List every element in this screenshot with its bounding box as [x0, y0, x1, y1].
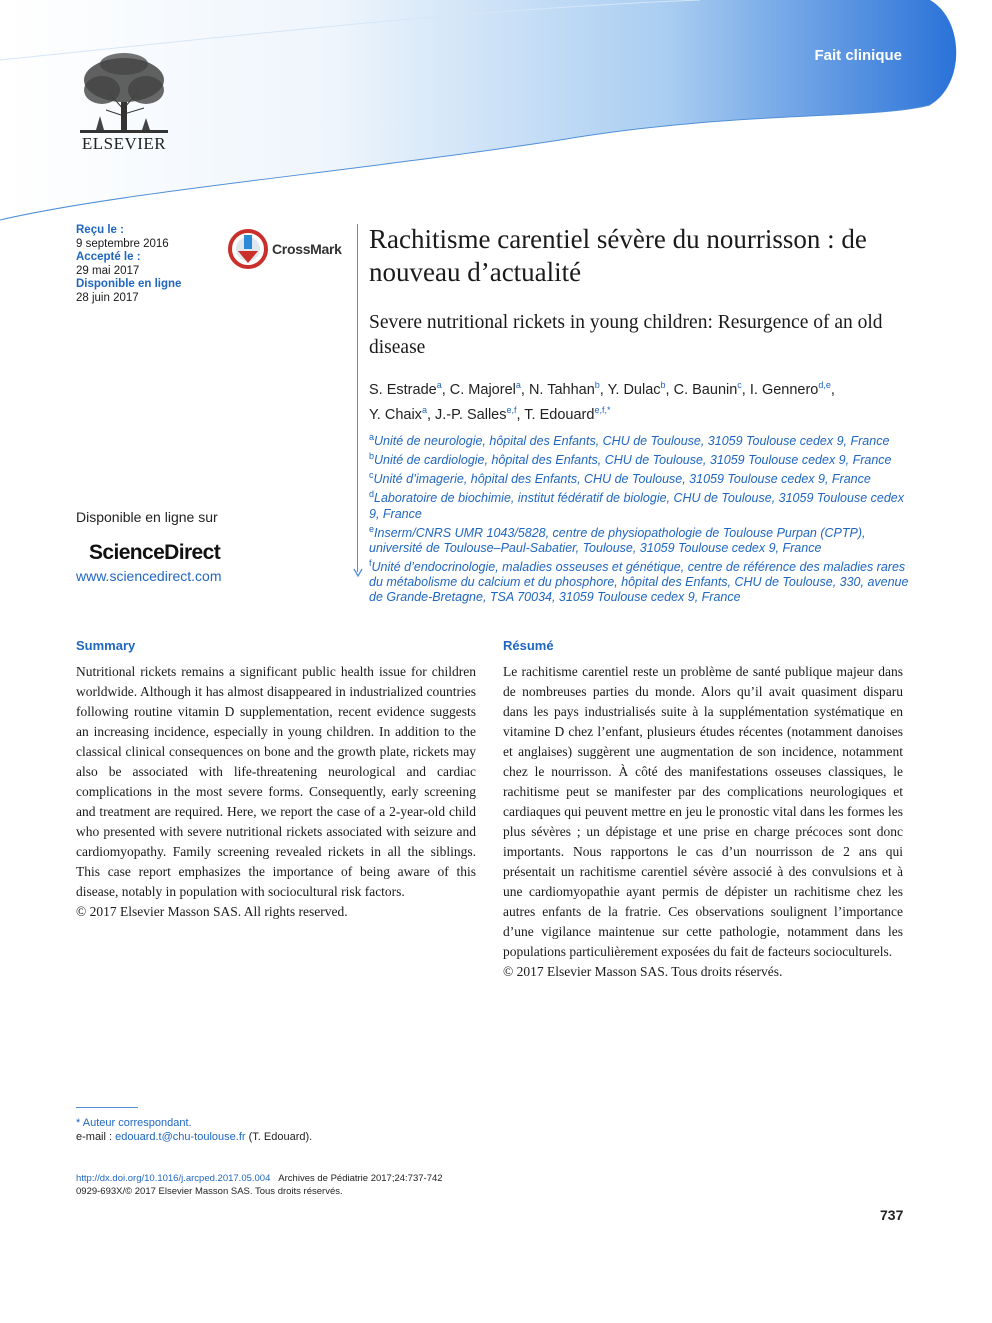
- received-date: 9 septembre 2016: [76, 237, 169, 250]
- page-number: 737: [880, 1207, 904, 1223]
- crossmark-icon[interactable]: [228, 229, 268, 269]
- issn-line: 0929-693X/© 2017 Elsevier Masson SAS. Tous droits réservés.: [76, 1186, 343, 1197]
- resume-body: Le rachitisme carentiel reste un problème de santé publique majeur dans de nombreuses parties du monde. Alors qu’il avait quasiment disparu dans les pays industrialisés suite à la supplémentation systématique en vitamine D chez l’enfant, plusieurs études récentes (notamment danoises et anglaises) suggèrent une augmentation de son incidence, notamment chez le nourrisson. À côté des manifestations osseuses classiques, le rachitisme peut se manifester par des complications neurologiques et cardiaques qui peuvent mettre en jeu le pronostic vital dans les formes les plus sévères ; un dépistage et une prise en charge précoces sont donc importants. Nous rapportons le cas d’un nourrisson de 2 ans qui présentait un rachitisme carentiel sévère associé à des convulsions et à une cardiomyopathie ayant permis de dépister un rachitisme chez les autres enfants de la fratrie. Ces observations soulignent l’importance d’une vigilance maintenue sur cette pathologie, notamment dans les populations particulièrement exposées du fait de facteurs socioculturels.: [503, 664, 903, 959]
- section-label: Fait clinique: [814, 47, 902, 64]
- author: Y. Dulac$^b$,: [607, 380, 674, 398]
- doi-link[interactable]: http://dx.doi.org/10.1016/j.arcped.2017.05.004: [76, 1173, 271, 1184]
- online-date: 28 juin 2017: [76, 291, 139, 304]
- author: C. Majorel$^a$,: [449, 380, 529, 398]
- email-suffix: (T. Edouard).: [248, 1131, 313, 1143]
- sciencedirect-link[interactable]: www.sciencedirect.com: [76, 568, 222, 584]
- resume-section: [503, 638, 903, 982]
- author: T. Edouard$^{e,f,*}$: [524, 404, 611, 423]
- summary-heading: Summary: [76, 638, 136, 653]
- author: N. Tahhan$^b$,: [528, 380, 608, 398]
- author: S. Estrade$^a$,: [369, 380, 450, 398]
- affiliation: $^c$Unité d’imagerie, hôpital des Enfants, CHU de Toulouse, 31059 Toulouse cedex 9, France: [369, 470, 871, 487]
- article-title: Rachitisme carentiel sévère du nourrisson : de nouveau d’actualité: [369, 224, 867, 287]
- vertical-divider: [357, 224, 358, 572]
- author: J.-P. Salles$^{e,f}$,: [435, 404, 525, 423]
- elsevier-wordmark: ELSEVIER: [81, 134, 167, 153]
- email-link[interactable]: edouard.t@chu-toulouse.fr: [115, 1131, 246, 1143]
- footnote-marker: *: [76, 1117, 81, 1129]
- corresponding-author-footnote: [76, 1116, 312, 1144]
- accepted-date: 29 mai 2017: [76, 264, 140, 277]
- resume-heading: Résumé: [503, 638, 554, 653]
- article-title-english: Severe nutritional rickets in young children: Resurgence of an old disease: [369, 312, 883, 358]
- accepted-label: Accepté le :: [76, 251, 141, 263]
- email-label: e-mail :: [76, 1131, 113, 1143]
- resume-copyright: © 2017 Elsevier Masson SAS. Tous droits réservés.: [503, 964, 783, 979]
- footnote-label: Auteur correspondant.: [82, 1117, 192, 1129]
- footnote-divider: [76, 1107, 138, 1108]
- availability-intro: Disponible en ligne sur: [76, 509, 218, 525]
- summary-body: Nutritional rickets remains a significant public health issue for children worldwide. Although it has almost disappeared in industrialized countries following routine vitamin D supplementation, recent evidence suggests an increasing incidence, especially in young children. In addition to the classical clinical consequences on bone and the growth plate, rickets may also be associated with life-threatening neurological and cardiac complications in the most severe forms. Consequently, early screening and treatment are required. Here, we report the case of a 2-year-old child who presented with severe nutritional rickets associated with seizure and cardiomyopathy. Family screening revealed rickets in all the siblings. This case report emphasizes the importance of being aware of this disease, notably in population with sociocultural risk factors.: [76, 664, 476, 899]
- crossmark-label[interactable]: CrossMark: [272, 241, 342, 257]
- bibliographic-info: [76, 1172, 443, 1198]
- affiliation: $^b$Unité de cardiologie, hôpital des Enfants, CHU de Toulouse, 31059 Toulouse cedex 9, France: [369, 451, 892, 468]
- affiliation: $^f$Unité d’endocrinologie, maladies osseuses et génétique, centre de référence des maladies rares du métabolisme du calcium et du phosphore, hôpital des Enfants, CHU de Toulouse, 330, avenue de Grande-Bretagne, TSA 70034, 31059 Toulouse cedex 9, France: [369, 557, 909, 604]
- summary-copyright: © 2017 Elsevier Masson SAS. All rights reserved.: [76, 904, 348, 919]
- sciencedirect-logo: ScienceDirect: [89, 541, 221, 564]
- affiliation: $^e$Inserm/CNRS UMR 1043/5828, centre de physiopathologie de Toulouse Purpan (CPTP), université de Toulouse–Paul-Sabatier, Toulouse, 31059 Toulouse cedex 9, France: [369, 523, 866, 555]
- author: I. Gennero$^{d,e}$,: [749, 380, 835, 398]
- arrow-down-icon: [352, 566, 364, 578]
- summary-section: [76, 638, 476, 922]
- author: C. Baunin$^c$,: [673, 380, 750, 398]
- affiliation: $^a$Unité de neurologie, hôpital des Enfants, CHU de Toulouse, 31059 Toulouse cedex 9, France: [369, 432, 890, 449]
- affiliation-list: [369, 430, 909, 605]
- received-label: Reçu le :: [76, 224, 124, 236]
- availability-block: [76, 509, 222, 584]
- article-dates: [76, 224, 181, 305]
- online-label: Disponible en ligne: [76, 278, 182, 290]
- journal-citation: Archives de Pédiatrie 2017;24:737-742: [278, 1173, 443, 1184]
- affiliation: $^d$Laboratoire de biochimie, institut fédératif de biologie, CHU de Toulouse, 31059 Toulouse cedex 9, France: [369, 489, 904, 521]
- author: Y. Chaix$^a$,: [369, 404, 436, 423]
- author-list: [369, 375, 909, 425]
